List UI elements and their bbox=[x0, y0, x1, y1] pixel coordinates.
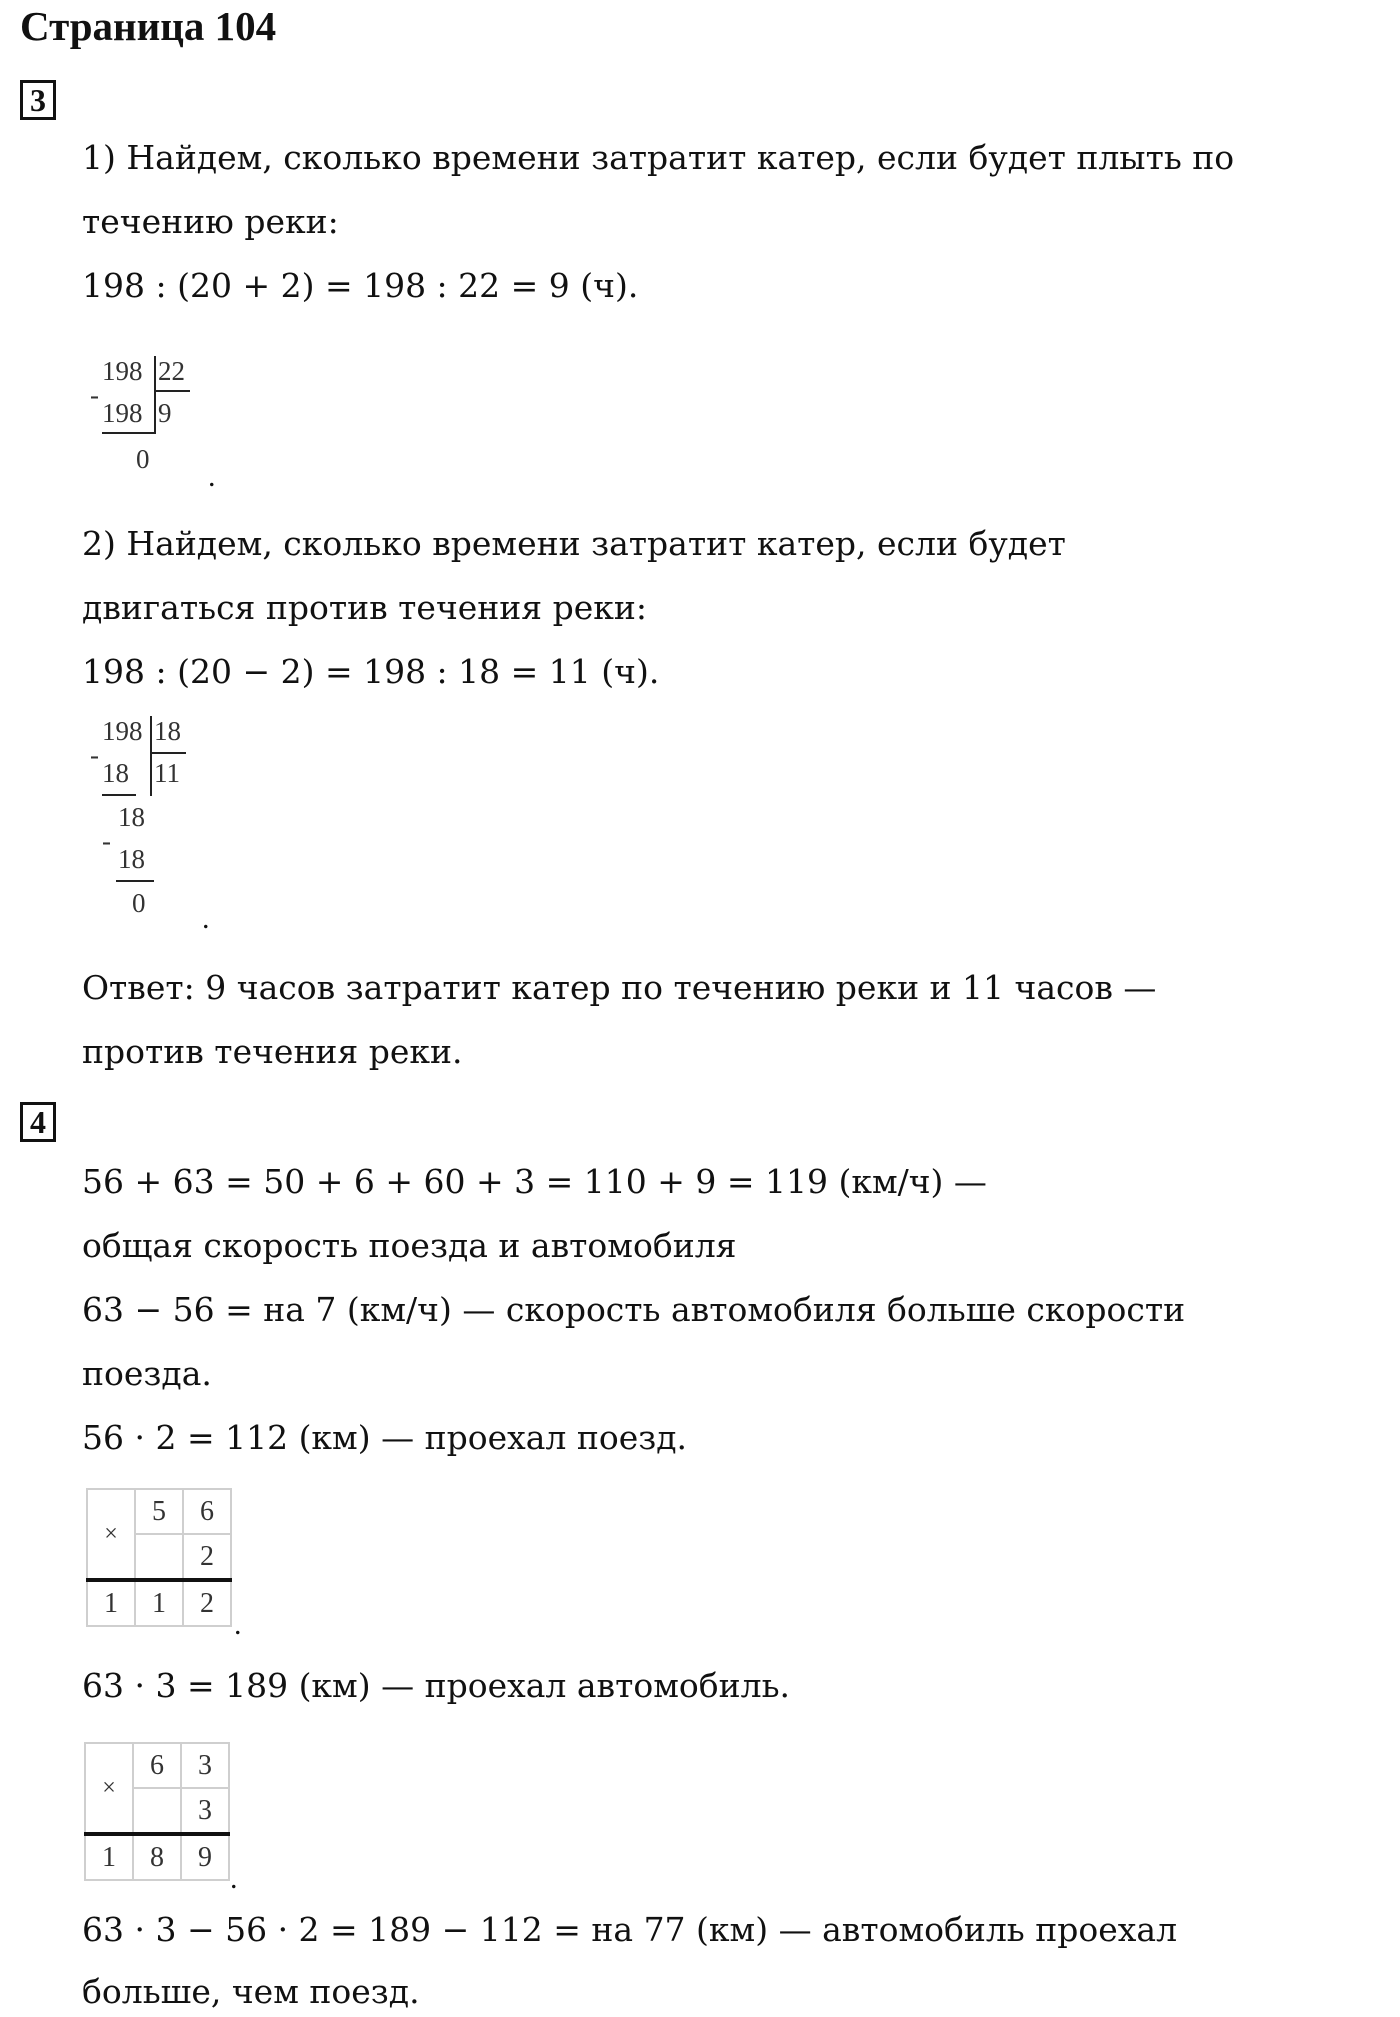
task-3-line-6: 198 : (20 − 2) = 198 : 18 = 11 (ч). bbox=[82, 652, 660, 691]
multiplication-sign: × bbox=[87, 1489, 135, 1580]
mult-cell bbox=[133, 1788, 181, 1834]
multiplication-56-by-2 bbox=[86, 1488, 232, 1627]
division-quotient: 11 bbox=[154, 758, 180, 788]
mult-cell: 3 bbox=[181, 1788, 229, 1834]
task-3-line-1: 1) Найдем, сколько времени затратит катер, если будет плыть по bbox=[82, 138, 1235, 177]
division-partial: 18 bbox=[118, 802, 145, 832]
mult-cell: 6 bbox=[183, 1489, 231, 1534]
division-subtraction-line bbox=[102, 432, 156, 434]
division-quotient: 9 bbox=[158, 398, 172, 428]
multiplication-2-end-mark: . bbox=[230, 1862, 238, 1895]
mult-cell: 3 bbox=[181, 1743, 229, 1788]
task-3-line-5: двигаться против течения реки: bbox=[82, 588, 647, 627]
division-subtraction-line-2 bbox=[116, 880, 154, 882]
long-division-198-by-18 bbox=[88, 712, 228, 932]
division-minus-sign: - bbox=[90, 380, 99, 410]
long-division-198-by-22 bbox=[88, 352, 228, 492]
task-4-line-6: 63 · 3 = 189 (км) — проехал автомобиль. bbox=[82, 1666, 791, 1705]
division-minus-sign: - bbox=[90, 740, 99, 770]
mult-result-cell: 2 bbox=[183, 1580, 231, 1626]
task-4-line-3: 63 − 56 = на 7 (км/ч) — скорость автомобиля больше скорости bbox=[82, 1290, 1186, 1329]
division-remainder: 0 bbox=[136, 444, 150, 474]
task-3-line-3: 198 : (20 + 2) = 198 : 22 = 9 (ч). bbox=[82, 266, 639, 305]
task-4-line-8: больше, чем поезд. bbox=[82, 1972, 420, 2011]
division-subtraction-line bbox=[102, 794, 136, 796]
mult-result-cell: 9 bbox=[181, 1834, 229, 1880]
mult-cell bbox=[135, 1534, 183, 1580]
mult-cell: 5 bbox=[135, 1489, 183, 1534]
mult-cell: 2 bbox=[183, 1534, 231, 1580]
task-4-line-2: общая скорость поезда и автомобиля bbox=[82, 1226, 737, 1265]
division-minus-sign-2: - bbox=[102, 826, 111, 856]
division-subtrahend: 18 bbox=[102, 758, 129, 788]
division-remainder: 0 bbox=[132, 888, 146, 918]
mult-result-cell: 1 bbox=[87, 1580, 135, 1626]
division-divisor: 22 bbox=[158, 356, 185, 386]
task-4-line-5: 56 · 2 = 112 (км) — проехал поезд. bbox=[82, 1418, 688, 1457]
division-subtrahend-2: 18 bbox=[118, 844, 145, 874]
task-3-line-2: течению реки: bbox=[82, 202, 339, 241]
division-divisor-underline bbox=[156, 390, 190, 392]
division-divisor-underline bbox=[152, 752, 186, 754]
mult-result-cell: 1 bbox=[135, 1580, 183, 1626]
division-dividend: 198 bbox=[102, 716, 143, 746]
division-dividend: 198 bbox=[102, 356, 143, 386]
division-vertical-bar bbox=[150, 716, 152, 796]
task-4-number: 4 bbox=[20, 1102, 56, 1142]
page-title: Страница 104 bbox=[20, 3, 277, 49]
multiplication-63-by-3 bbox=[84, 1742, 230, 1881]
task-3-answer-line-2: против течения реки. bbox=[82, 1032, 463, 1071]
multiplication-1-end-mark: . bbox=[234, 1608, 242, 1641]
mult-result-cell: 1 bbox=[85, 1834, 133, 1880]
division-2-end-mark: . bbox=[202, 902, 210, 935]
division-vertical-bar bbox=[154, 356, 156, 432]
task-4-line-1: 56 + 63 = 50 + 6 + 60 + 3 = 110 + 9 = 119 (км/ч) — bbox=[82, 1162, 987, 1201]
task-4-line-4: поезда. bbox=[82, 1354, 212, 1393]
mult-result-cell: 8 bbox=[133, 1834, 181, 1880]
task-4-line-7: 63 · 3 − 56 · 2 = 189 − 112 = на 77 (км) — автомобиль проехал bbox=[82, 1910, 1178, 1949]
task-3-answer-line-1: Ответ: 9 часов затратит катер по течению реки и 11 часов — bbox=[82, 968, 1157, 1007]
division-1-end-mark: . bbox=[208, 460, 216, 493]
multiplication-sign: × bbox=[85, 1743, 133, 1834]
task-3-line-4: 2) Найдем, сколько времени затратит катер, если будет bbox=[82, 524, 1066, 563]
task-3-number: 3 bbox=[20, 80, 56, 120]
division-subtrahend: 198 bbox=[102, 398, 143, 428]
mult-cell: 6 bbox=[133, 1743, 181, 1788]
division-divisor: 18 bbox=[154, 716, 181, 746]
